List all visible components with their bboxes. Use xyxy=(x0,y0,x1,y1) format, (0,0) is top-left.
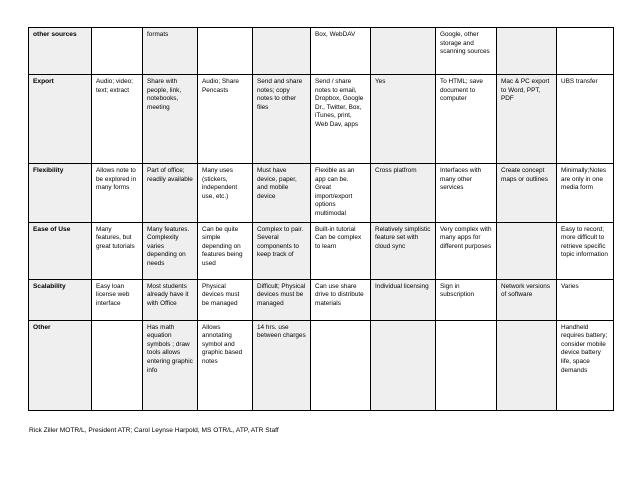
table-cell: Mac & PC export to Word, PPT, PDF xyxy=(497,75,557,164)
table-cell xyxy=(311,320,371,410)
table-cell: Very complex with many apps for different purposes xyxy=(436,222,497,279)
table-cell: 14 hrs. use between charges xyxy=(253,320,311,410)
table-cell: Box, WebDAV xyxy=(311,28,371,75)
table-cell: Minimally;Notes are only in one media form xyxy=(557,164,614,223)
table-cell: Google, other storage and scanning sources xyxy=(436,28,497,75)
table-row xyxy=(29,75,614,164)
table-cell: Sign in subscription xyxy=(436,279,497,320)
table-cell: Most students already have it with Office xyxy=(143,279,198,320)
table-cell: Easy loan license web interface xyxy=(92,279,143,320)
table-cell xyxy=(557,28,614,75)
table-cell: Many features, but great tutorials xyxy=(92,222,143,279)
table-cell: Individual licensing xyxy=(371,279,436,320)
comparison-table xyxy=(28,27,614,411)
table-cell: Difficult; Physical devices must be managed xyxy=(253,279,311,320)
table-cell: UBS transfer xyxy=(557,75,614,164)
table-cell xyxy=(497,222,557,279)
table-cell: Allows annotating symbol and graphic based notes xyxy=(198,320,253,410)
table-cell: Relatively simplistic feature set with cloud sync xyxy=(371,222,436,279)
table-cell: Many uses (stickers, independent use, etc.) xyxy=(198,164,253,223)
table-cell: Easy to record; more difficult to retrieve specific topic information xyxy=(557,222,614,279)
table-cell: Create concept maps or outlines xyxy=(497,164,557,223)
table-cell xyxy=(497,28,557,75)
table-cell: Cross platfrom xyxy=(371,164,436,223)
table-row xyxy=(29,279,614,320)
table-cell: Many features. Complexity varies depending on needs xyxy=(143,222,198,279)
table-cell xyxy=(92,320,143,410)
row-label: other sources xyxy=(29,28,92,75)
table-cell: Send and share notes; copy notes to other files xyxy=(253,75,311,164)
table-cell: Handheld requires battery; consider mobile device battery life, space demands xyxy=(557,320,614,410)
table-cell xyxy=(253,28,311,75)
table-cell: Audio; video; text; extract xyxy=(92,75,143,164)
table-cell: Built-in tutorial Can be complex to learn xyxy=(311,222,371,279)
table-cell: Send / share notes to email, Dropbox, Google Dr., Twitter, Box, iTunes, print, Web Dav, apps xyxy=(311,75,371,164)
table-cell: Physical devices must be managed xyxy=(198,279,253,320)
table-cell: Part of office; readily available xyxy=(143,164,198,223)
row-label: Other xyxy=(29,320,92,410)
table-cell: Audio; Share Pencasts xyxy=(198,75,253,164)
table-cell xyxy=(198,28,253,75)
table-cell xyxy=(92,28,143,75)
table-row xyxy=(29,28,614,75)
table-cell: To HTML; save document to computer xyxy=(436,75,497,164)
table-cell: Varies xyxy=(557,279,614,320)
row-label: Ease of Use xyxy=(29,222,92,279)
row-label: Scalability xyxy=(29,279,92,320)
table-cell: Interfaces with many other services xyxy=(436,164,497,223)
table-cell: Yes xyxy=(371,75,436,164)
table-cell: Can be quite simple depending on features being used xyxy=(198,222,253,279)
table-row xyxy=(29,164,614,223)
table-body xyxy=(29,28,614,411)
row-label: Export xyxy=(29,75,92,164)
table-cell xyxy=(497,320,557,410)
table-cell: Flexible as an app can be. Great import/export options multimodal xyxy=(311,164,371,223)
table-cell: Complex to pair. Several components to keep track of xyxy=(253,222,311,279)
table-row xyxy=(29,222,614,279)
table-cell: Network versions of software xyxy=(497,279,557,320)
table-cell xyxy=(436,320,497,410)
table-row xyxy=(29,320,614,410)
table-cell: Share with people, link, notebooks, meeting xyxy=(143,75,198,164)
table-cell xyxy=(371,320,436,410)
table-cell: Allows note to be explored in many forms xyxy=(92,164,143,223)
table-cell: Can use share drive to distribute materials xyxy=(311,279,371,320)
table-cell: Must have device, paper, and mobile device xyxy=(253,164,311,223)
table-cell xyxy=(371,28,436,75)
row-label: Flexibility xyxy=(29,164,92,223)
table-cell: formats xyxy=(143,28,198,75)
footer-credit: Rick Ziller MOTR/L, President ATR; Carol Leynse Harpold, MS OTR/L, ATP, ATR Staff xyxy=(29,427,279,434)
table-cell: Has math equation symbols ; draw tools allows entering graphic info xyxy=(143,320,198,410)
